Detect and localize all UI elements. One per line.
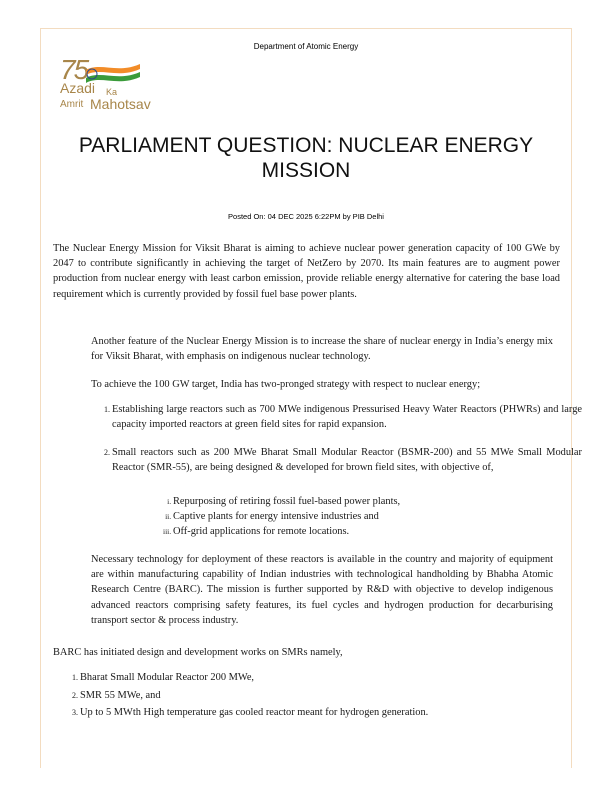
logo-azadi: Azadi xyxy=(60,80,96,96)
list-item: 2. Small reactors such as 200 MWe Bharat Small Modular Reactor (BSMR-200) and 55 MWe Small Modular Reactor (SMR-55), are being designed & developed for brown field sites, with objective of, xyxy=(112,445,582,475)
paragraph-feature: Another feature of the Nuclear Energy Mission is to increase the share of nuclear energy in India’s energy mix for Viksit Bharat, with emphasis on indigenous nuclear technology. xyxy=(91,336,553,363)
posted-on: Posted On: 04 DEC 2025 6:22PM by PIB Delhi xyxy=(228,212,384,221)
paragraph-strategy: To achieve the 100 GW target, India has two-pronged strategy with respect to nuclear energy; xyxy=(91,379,481,390)
logo-ka: Ka xyxy=(106,87,118,97)
list-item: ii. Captive plants for energy intensive industries and xyxy=(173,509,400,524)
objectives-list xyxy=(173,494,400,540)
logo-number: 75 xyxy=(60,54,88,85)
list-item: 1. Establishing large reactors such as 700 MWe indigenous Pressurised Heavy Water Reactors (PHWRs) and large capacity imported reactors at green field sites for rapid expansion. xyxy=(112,402,582,432)
azadi-ka-amrit-mahotsav-logo xyxy=(58,54,168,116)
page-title: PARLIAMENT QUESTION: NUCLEAR ENERGY MISSION xyxy=(78,134,534,182)
paragraph-intro: The Nuclear Energy Mission for Viksit Bharat is aiming to achieve nuclear power generation capacity of 100 GWe by 2047 to contribute significantly in achieving the target of NetZero by 2070. Its main features are to augment power production from nuclear energy with least carbon emission, provide reliable energy alternative for catering the base load requirement which is currently provided by fossil fuel base power plants. xyxy=(53,243,560,300)
list-item: iii. Off-grid applications for remote locations. xyxy=(173,524,400,539)
smr-list xyxy=(52,669,428,722)
logo-amrit: Amrit xyxy=(60,99,84,110)
department-header: Department of Atomic Energy xyxy=(253,42,359,51)
list-item: 3. Up to 5 MWth High temperature gas cooled reactor meant for hydrogen generation. xyxy=(80,704,428,722)
list-item: i. Repurposing of retiring fossil fuel-based power plants, xyxy=(173,494,400,509)
logo-mahotsav: Mahotsav xyxy=(90,96,151,112)
list-item: 1. Bharat Small Modular Reactor 200 MWe, xyxy=(80,669,428,687)
strategy-list xyxy=(90,402,582,432)
paragraph-technology: Necessary technology for deployment of these reactors is available in the country and majority of equipment are within manufacturing capability of Indian industries with technological handholding by Bhabha Atomic Research Centre (BARC). The mission is further supported by R&D with objective to develop indigenous advanced reactors comprising safety features, its fuel cycles and hydrogen production for decarburising transport sector & process industry. xyxy=(91,554,553,626)
list-item: 2. SMR 55 MWe, and xyxy=(80,687,428,705)
strategy-list-2 xyxy=(90,445,582,475)
paragraph-barc: BARC has initiated design and development works on SMRs namely, xyxy=(53,647,343,658)
